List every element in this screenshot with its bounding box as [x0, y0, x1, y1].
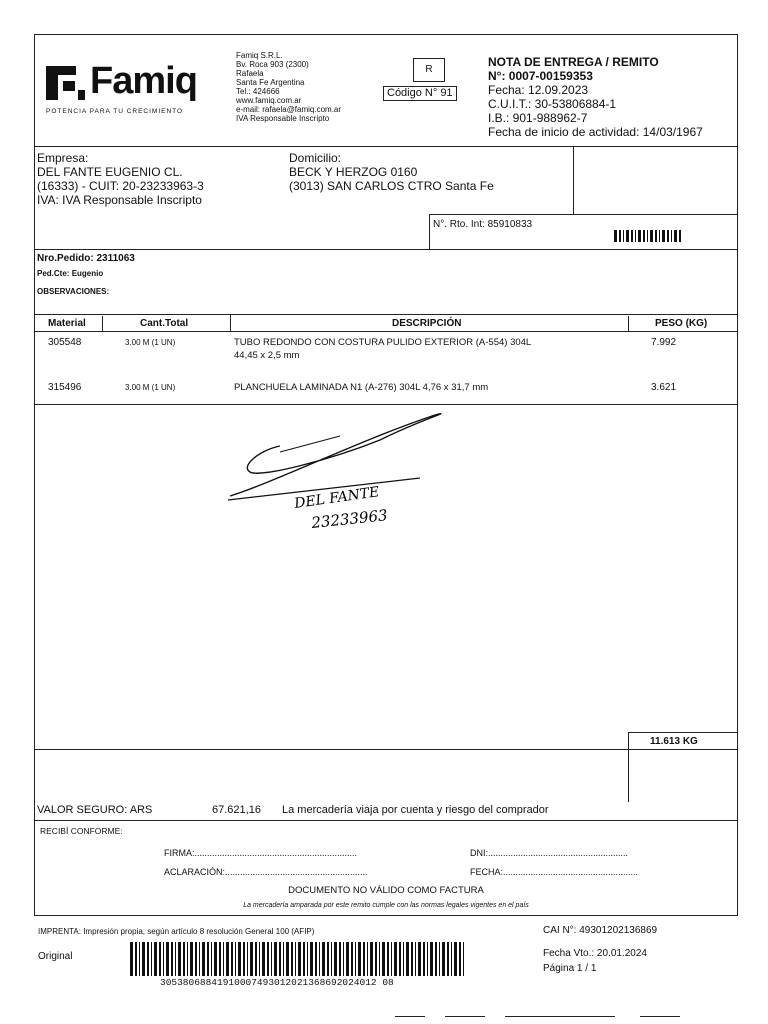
col-peso: PESO (KG) [655, 318, 708, 329]
pedido-label: Nro.Pedido: [37, 253, 94, 264]
pedcte-label: Ped.Cte: [37, 269, 70, 278]
pedido-row [37, 253, 135, 265]
cai-barcode [130, 942, 470, 976]
company-tel: Tel.: 424666 [236, 87, 280, 96]
company-city: Rafaela [236, 69, 264, 78]
company-address: Bv. Roca 903 (2300) [236, 60, 309, 69]
doc-fecha: Fecha: 12.09.2023 [488, 83, 589, 97]
rto-int: N°. Rto. Int: 85910833 [433, 219, 533, 230]
leyenda-normas: La mercadería amparada por este remito cumple con las normas legales vigentes en el país [243, 902, 529, 909]
rto-barcode [614, 230, 684, 242]
doc-number: N°: 0007-00159353 [488, 69, 593, 83]
signature-dni: 23233963 [310, 506, 389, 532]
pedcte-row [37, 269, 103, 278]
imprenta-text: IMPRENTA: Impresión propia, según artículo 8 resolución General 100 (AFIP) [38, 927, 315, 936]
row1-material: 305548 [48, 337, 82, 348]
aclaracion-line: ACLARACIÓN:......................................................... [164, 867, 368, 877]
row1-desc2: 44,45 x 2,5 mm [234, 350, 300, 361]
domicilio-label: Domicilio: [289, 151, 342, 165]
client-name: DEL FANTE EUGENIO CL. [37, 165, 183, 179]
row2-peso: 3.621 [651, 382, 677, 393]
company-email: e-mail: rafaela@famiq.com.ar [236, 105, 342, 114]
client-iva: IVA: IVA Responsable Inscripto [37, 193, 202, 207]
doc-letter-box: R [413, 58, 445, 82]
doc-codigo: Código N° 91 [383, 86, 457, 101]
company-iva: IVA Responsable Inscripto [236, 114, 330, 123]
no-valido-factura: DOCUMENTO NO VÁLIDO COMO FACTURA [288, 885, 484, 896]
valor-seguro-label: VALOR SEGURO: ARS [37, 804, 153, 816]
client-street: BECK Y HERZOG 0160 [289, 165, 418, 179]
pedcte-value: Eugenio [71, 269, 104, 278]
company-province: Santa Fe Argentina [236, 78, 305, 87]
recibi-conforme: RECIBÍ CONFORME: [40, 826, 123, 836]
row2-desc: PLANCHUELA LAMINADA N1 (A-276) 304L 4,76 x 31,7 mm [234, 382, 489, 393]
doc-title: NOTA DE ENTREGA / REMITO [488, 55, 659, 69]
doc-inicio: Fecha de inicio de actividad: 14/03/1967 [488, 125, 703, 139]
cai-number: CAI N°: 49301202136869 [543, 925, 658, 936]
company-info [236, 51, 386, 123]
row1-desc: TUBO REDONDO CON COSTURA PULIDO EXTERIOR (A-554) 304L [234, 337, 532, 348]
col-material: Material [48, 318, 86, 329]
riesgo-text: La mercadería viaja por cuenta y riesgo del comprador [282, 804, 549, 816]
firma-line: FIRMA:................................................................. [164, 848, 358, 858]
row1-cant: 3.00 M (1 UN) [125, 338, 176, 347]
original-label: Original [38, 951, 73, 962]
signature-name: DEL FANTE [293, 484, 381, 512]
pagina: Página 1 / 1 [543, 963, 597, 974]
col-descripcion: DESCRIPCIÓN [392, 318, 462, 329]
doc-info [488, 55, 738, 139]
col-cant: Cant.Total [140, 318, 189, 329]
brand-tagline: POTENCIA PARA TU CRECIMIENTO [46, 108, 184, 115]
company-web: www.famiq.com.ar [236, 96, 302, 105]
famiq-logo [46, 62, 216, 122]
brand-name: Famiq [90, 60, 197, 102]
empresa-label: Empresa: [37, 151, 89, 165]
client-city: (3013) SAN CARLOS CTRO Santa Fe [289, 179, 494, 193]
client-cuit: (16333) - CUIT: 20-23233963-3 [37, 179, 204, 193]
observaciones-label: OBSERVACIONES: [37, 287, 110, 296]
pedido-value: 2311063 [96, 253, 135, 264]
domicilio-block [289, 151, 569, 193]
doc-cuit: C.U.I.T.: 30-53806884-1 [488, 97, 617, 111]
company-name: Famiq S.R.L. [236, 51, 283, 60]
client-block [37, 151, 277, 207]
barcode-number: 30538068841910007493012021368692024012 08 [160, 977, 394, 988]
row1-peso: 7.992 [651, 337, 677, 348]
valor-seguro: 67.621,16 [212, 804, 261, 816]
handwritten-signature [220, 400, 460, 540]
fecha-line: FECHA:...................................................... [470, 867, 639, 877]
row2-cant: 3.00 M (1 UN) [125, 383, 176, 392]
doc-ib: I.B.: 901-988962-7 [488, 111, 588, 125]
dni-line: DNI:........................................................ [470, 848, 629, 858]
row2-material: 315496 [48, 382, 82, 393]
fecha-vto: Fecha Vto.: 20.01.2024 [543, 948, 647, 959]
total-peso: 11.613 KG [650, 736, 698, 747]
